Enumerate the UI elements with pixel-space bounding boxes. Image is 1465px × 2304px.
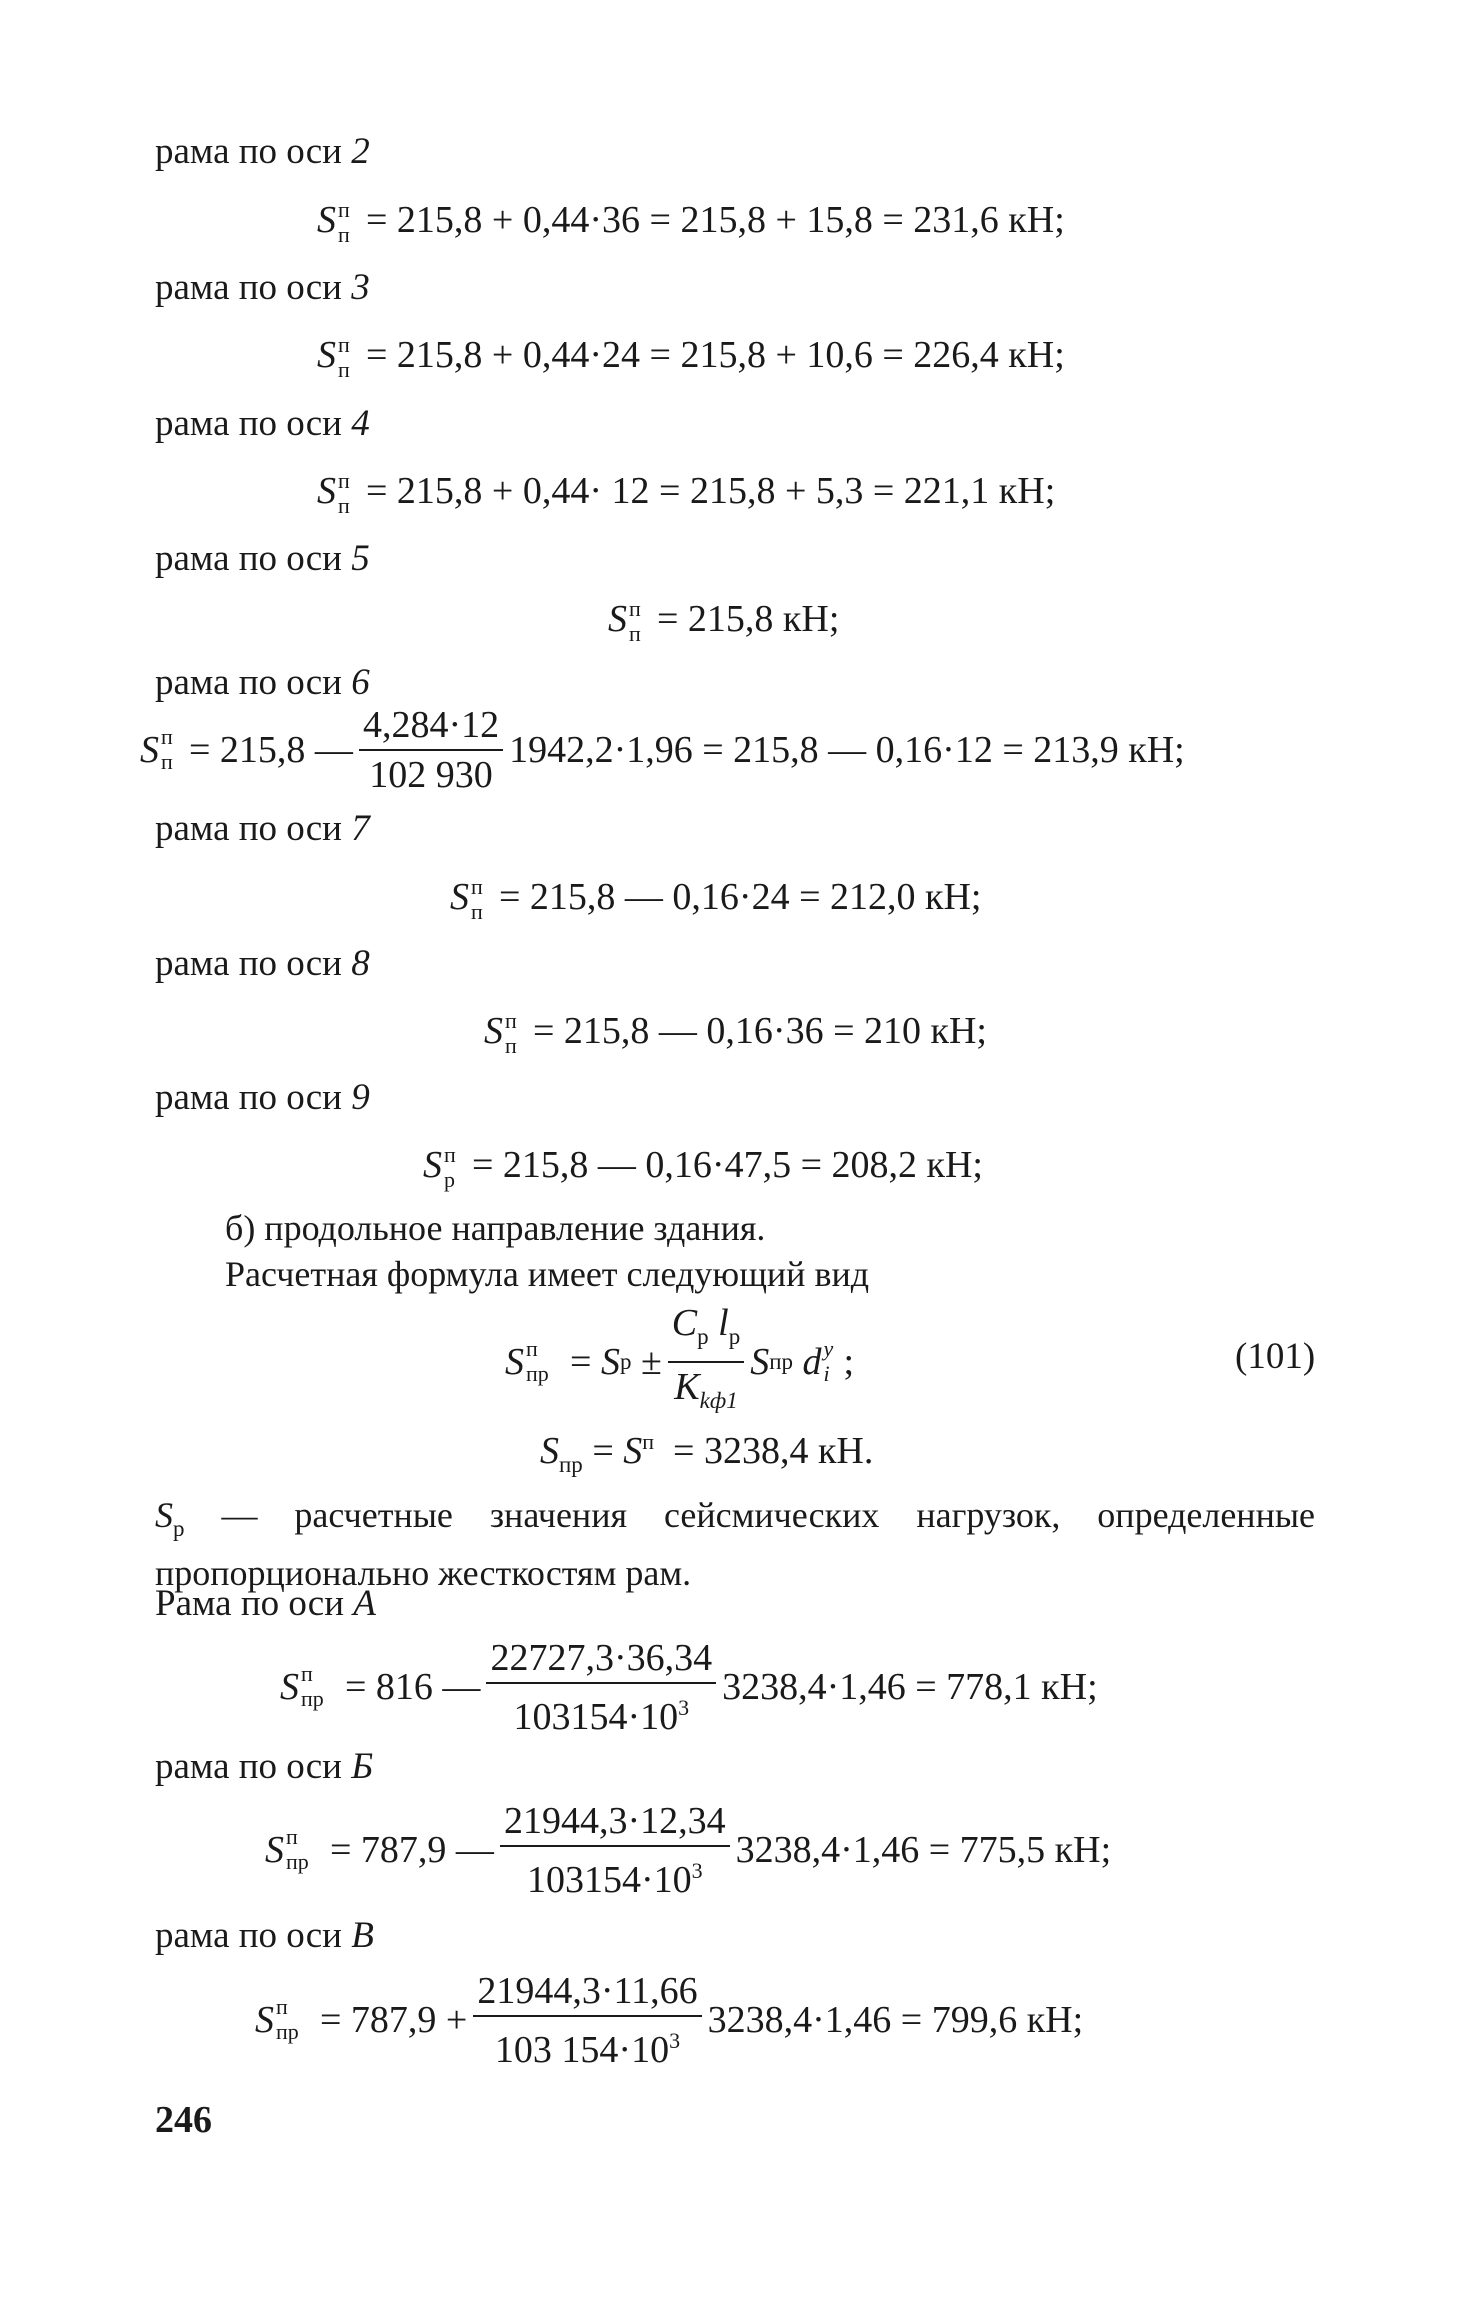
fraction-axis-a: $\frac{22727,3\cdot 36,34}{103154\cdot 10^3}$	[486, 1638, 716, 1737]
formula-number: (101)	[1235, 1336, 1316, 1377]
fraction-axis-b: $\frac{21944,3\cdot 12,34}{103154\cdot 10^3}$	[500, 1801, 730, 1900]
frame-axis-v-label: рама по оси В	[155, 1915, 374, 1956]
frame-axis-5-label: рама по оси 5	[155, 538, 370, 579]
frame-axis-4-label: рама по оси 4	[155, 403, 370, 444]
equation-axis-7: S п п = 215,8 — 0,16·24 = 212,0 кН;	[450, 874, 982, 925]
equation-axis-9: S п р = 215,8 — 0,16·47,5 = 208,2 кН;	[423, 1142, 983, 1193]
equation-axis-6: S п п = 215,8 — $\frac{4,284\cdot 12}{102 930}$ 1942,2·1,96 = 215,8 — 0,16·12 = 213,9 кН;	[140, 704, 1185, 796]
formula-spr: $S_{пр} = S^п = 3238,4$ кН.	[540, 1429, 874, 1477]
subsection-heading: б) продольное направление здания.	[225, 1208, 766, 1248]
fraction-axis-6: $\frac{4,284\cdot 12}{102 930}$	[359, 705, 503, 795]
equation-axis-3: S п п = 215,8 + 0,44·24 = 215,8 + 10,6 = 226,4 кН;	[317, 332, 1065, 383]
equation-axis-b: S п пр = 787,9 — $\frac{21944,3\cdot 12,34}{103154\cdot 10^3}$ 3238,4·1,46 = 775,5 кН;	[265, 1799, 1112, 1901]
equation-axis-v: S п пр = 787,9 + $\frac{21944,3\cdot 11,66}{103 154\cdot 10^3}$ 3238,4·1,46 = 799,6 кН;	[255, 1969, 1084, 2071]
equation-axis-a: S п пр = 816 — $\frac{22727,3\cdot 36,34}{103154\cdot 10^3}$ 3238,4·1,46 = 778,1 кН;	[280, 1636, 1098, 1738]
frame-axis-b-label: рама по оси Б	[155, 1746, 374, 1787]
formula-101: S п пр = S р ± $\frac{C_р l_р}{K_{kф1}}$ S пр d y i ;	[505, 1312, 854, 1412]
page-number: 246	[155, 2099, 212, 2141]
equation-axis-8: S п п = 215,8 — 0,16·36 = 210 кН;	[484, 1008, 987, 1059]
frame-axis-a-label: Рама по оси А	[155, 1583, 376, 1624]
frame-axis-9-label: рама по оси 9	[155, 1077, 370, 1118]
fraction-axis-v: $\frac{21944,3\cdot 11,66}{103 154\cdot 10^3}$	[473, 1971, 701, 2070]
definition-paragraph: $S_р$ — расчетные значения сейсмических нагрузок, определенные пропорционально жесткостям рам.	[155, 1495, 1316, 1593]
frame-axis-8-label: рама по оси 8	[155, 943, 370, 984]
formula-intro: Расчетная формула имеет следующий вид	[225, 1254, 870, 1294]
frame-axis-3-label: рама по оси 3	[155, 267, 370, 308]
equation-axis-4: S п п = 215,8 + 0,44· 12 = 215,8 + 5,3 = 221,1 кН;	[317, 468, 1056, 519]
equation-axis-5: S п п = 215,8 кН;	[608, 596, 840, 647]
frame-axis-6-label: рама по оси 6	[155, 662, 370, 703]
equation-axis-2: S п п = 215,8 + 0,44·36 = 215,8 + 15,8 = 231,6 кН;	[317, 197, 1065, 248]
frame-axis-7-label: рама по оси 7	[155, 808, 370, 849]
frame-axis-2-label: рама по оси 2	[155, 131, 370, 172]
formula-101-fraction: $\frac{C_р l_р}{K_{kф1}}$	[668, 1303, 744, 1421]
